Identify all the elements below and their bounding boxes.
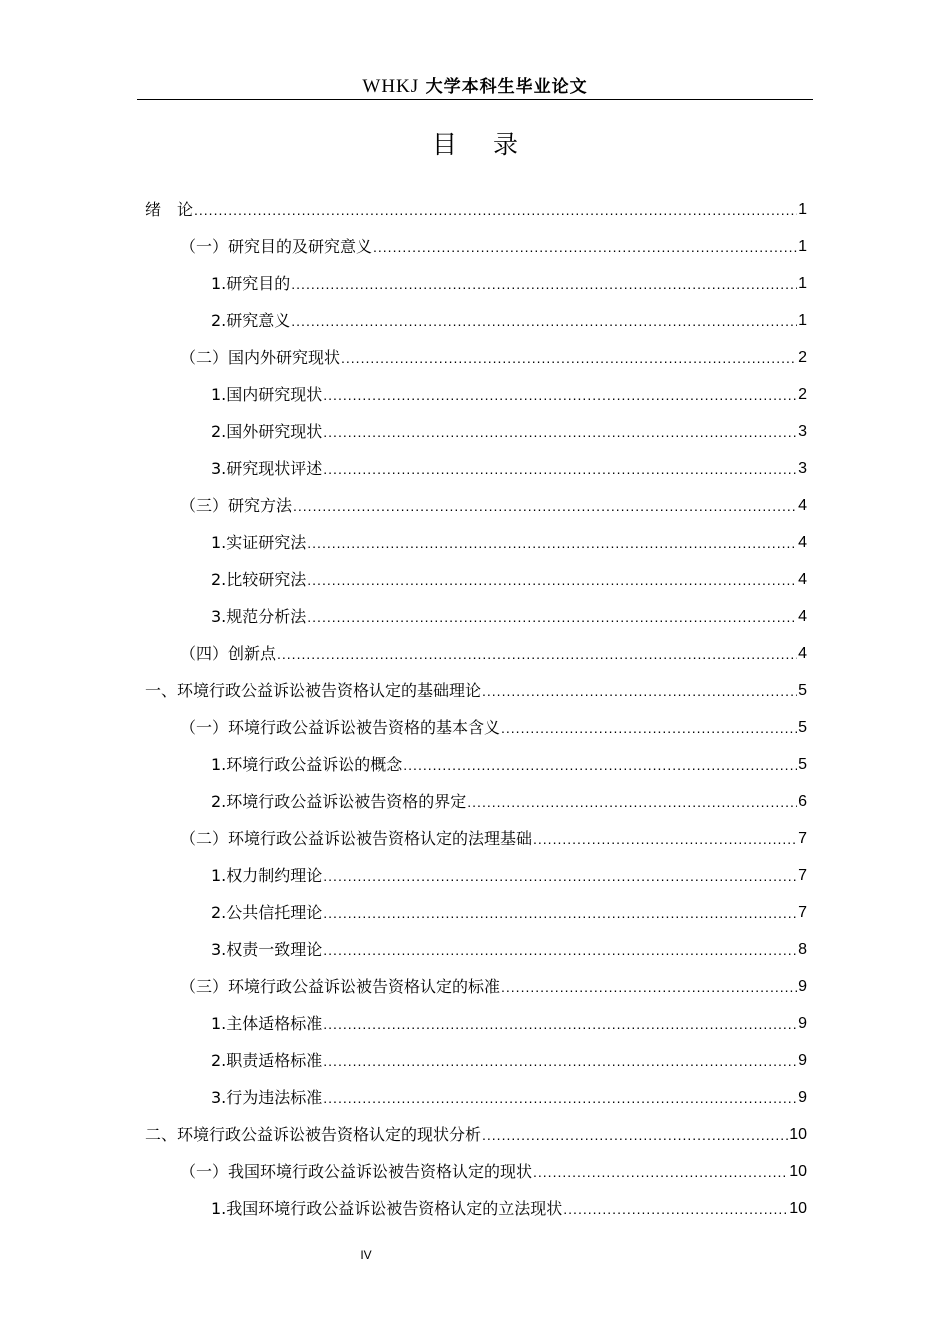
toc-entry[interactable] — [145, 190, 807, 220]
toc-dot-leader — [403, 755, 797, 775]
toc-entry-label: （一）研究目的及研究意义 — [180, 237, 373, 256]
toc-entry[interactable] — [211, 597, 807, 627]
toc-entry-label: （一）环境行政公益诉讼被告资格的基本含义 — [180, 718, 501, 737]
toc-dot-leader — [323, 1014, 797, 1034]
toc-dot-leader — [482, 681, 797, 701]
toc-entry-label: 1.实证研究法 — [211, 533, 307, 552]
toc-entry[interactable] — [180, 967, 807, 997]
toc-dot-leader — [373, 237, 797, 257]
toc-entry-page: 3 — [798, 460, 807, 477]
toc-entry-label: 1.环境行政公益诉讼的概念 — [211, 755, 403, 774]
toc-dot-leader — [307, 533, 797, 553]
toc-entry-page: 9 — [798, 1089, 807, 1106]
toc-entry-page: 7 — [798, 867, 807, 884]
toc-entry[interactable] — [180, 227, 807, 257]
toc-entry-label: 3.研究现状评述 — [211, 459, 323, 478]
toc-entry-page: 10 — [789, 1163, 807, 1180]
toc-entry[interactable] — [211, 412, 807, 442]
toc-dot-leader — [307, 570, 797, 590]
page-number: IV — [360, 1248, 372, 1262]
toc-entry[interactable] — [211, 375, 807, 405]
toc-entry[interactable] — [180, 708, 807, 738]
toc-entry-label: 2.职责适格标准 — [211, 1051, 323, 1070]
toc-entry[interactable] — [211, 264, 807, 294]
toc-entry[interactable] — [211, 523, 807, 553]
toc-entry[interactable] — [180, 486, 807, 516]
toc-entry[interactable] — [180, 819, 807, 849]
toc-entry-page: 7 — [798, 830, 807, 847]
toc-entry-label: 二、环境行政公益诉讼被告资格认定的现状分析 — [145, 1125, 482, 1144]
toc-entry-label: 2.研究意义 — [211, 311, 291, 330]
toc-entry-page: 5 — [798, 682, 807, 699]
toc-entry-page: 4 — [798, 534, 807, 551]
toc-dot-leader — [482, 1125, 788, 1145]
toc-dot-leader — [501, 718, 797, 738]
toc-dot-leader — [323, 422, 797, 442]
toc-dot-leader — [291, 274, 797, 294]
toc-entry[interactable] — [211, 449, 807, 479]
toc-entry-page: 7 — [798, 904, 807, 921]
toc-entry-page: 5 — [798, 756, 807, 773]
toc-entry[interactable] — [145, 1115, 807, 1145]
toc-entry[interactable] — [211, 893, 807, 923]
toc-dot-leader — [323, 459, 797, 479]
toc-dot-leader — [533, 1162, 788, 1182]
toc-entry-page: 10 — [789, 1126, 807, 1143]
page-title: 目 录 — [432, 130, 532, 159]
toc-entry-page: 3 — [798, 423, 807, 440]
toc-entry[interactable] — [145, 671, 807, 701]
toc-entry-label: （二）国内外研究现状 — [180, 348, 341, 367]
toc-entry-page: 1 — [798, 312, 807, 329]
toc-entry-label: 1.主体适格标准 — [211, 1014, 323, 1033]
toc-entry-page: 9 — [798, 978, 807, 995]
toc-entry[interactable] — [180, 1152, 807, 1182]
header-thesis-label: 大学本科生毕业论文 — [425, 77, 588, 97]
toc-entry[interactable] — [211, 1041, 807, 1071]
toc-dot-leader — [341, 348, 797, 368]
toc-dot-leader — [293, 496, 797, 516]
toc-dot-leader — [307, 607, 797, 627]
toc-entry[interactable] — [211, 930, 807, 960]
toc-entry[interactable] — [180, 338, 807, 368]
toc-entry-label: （四）创新点 — [180, 644, 277, 663]
toc-entry-label: 2.比较研究法 — [211, 570, 307, 589]
toc-entry[interactable] — [211, 856, 807, 886]
toc-entry[interactable] — [211, 560, 807, 590]
toc-entry-page: 1 — [798, 201, 807, 218]
toc-entry-page: 10 — [789, 1200, 807, 1217]
toc-entry-label: （三）研究方法 — [180, 496, 293, 515]
header-school-code: WHKJ — [362, 76, 420, 97]
toc-entry-label: 2.国外研究现状 — [211, 422, 323, 441]
toc-dot-leader — [323, 866, 797, 886]
toc-entry-label: （二）环境行政公益诉讼被告资格认定的法理基础 — [180, 829, 533, 848]
toc-entry-page: 5 — [798, 719, 807, 736]
toc-entry-label: （一）我国环境行政公益诉讼被告资格认定的现状 — [180, 1162, 533, 1181]
toc-entry-label: 2.公共信托理论 — [211, 903, 323, 922]
toc-dot-leader — [563, 1199, 788, 1219]
toc-entry-page: 4 — [798, 608, 807, 625]
toc-entry[interactable] — [211, 745, 807, 775]
toc-entry[interactable] — [211, 1189, 807, 1219]
toc-dot-leader — [501, 977, 797, 997]
toc-entry-page: 9 — [798, 1015, 807, 1032]
toc-entry-label: 1.权力制约理论 — [211, 866, 323, 885]
toc-entry-page: 2 — [798, 349, 807, 366]
toc-entry-label: 3.规范分析法 — [211, 607, 307, 626]
toc-entry-page: 1 — [798, 238, 807, 255]
toc-entry-label: 3.权责一致理论 — [211, 940, 323, 959]
toc-entry[interactable] — [211, 782, 807, 812]
toc-entry-page: 4 — [798, 571, 807, 588]
toc-entry-label: 绪 论 — [145, 200, 194, 219]
toc-dot-leader — [277, 644, 797, 664]
toc-entry-label: 3.行为违法标准 — [211, 1088, 323, 1107]
toc-dot-leader — [467, 792, 797, 812]
toc-entry-page: 6 — [798, 793, 807, 810]
toc-entry-label: （三）环境行政公益诉讼被告资格认定的标准 — [180, 977, 501, 996]
toc-entry-page: 4 — [798, 645, 807, 662]
page-header — [137, 72, 813, 100]
toc-entry-label: 1.我国环境行政公益诉讼被告资格认定的立法现状 — [211, 1199, 563, 1218]
toc-entry-label: 2.环境行政公益诉讼被告资格的界定 — [211, 792, 467, 811]
toc-dot-leader — [323, 385, 797, 405]
toc-dot-leader — [533, 829, 797, 849]
toc-entry-page: 1 — [798, 275, 807, 292]
toc-entry-label: 1.研究目的 — [211, 274, 291, 293]
toc-entry-page: 4 — [798, 497, 807, 514]
toc-entry-page: 2 — [798, 386, 807, 403]
toc-entry[interactable] — [211, 1004, 807, 1034]
toc-dot-leader — [323, 1051, 797, 1071]
toc-entry-label: 一、环境行政公益诉讼被告资格认定的基础理论 — [145, 681, 482, 700]
toc-entry[interactable] — [211, 1078, 807, 1108]
toc-entry-page: 8 — [798, 941, 807, 958]
toc-entry[interactable] — [180, 634, 807, 664]
toc-entry-label: 1.国内研究现状 — [211, 385, 323, 404]
toc-dot-leader — [194, 200, 797, 220]
toc-entry[interactable] — [211, 301, 807, 331]
toc-dot-leader — [323, 903, 797, 923]
toc-entry-page: 9 — [798, 1052, 807, 1069]
toc-dot-leader — [291, 311, 797, 331]
toc-dot-leader — [323, 940, 797, 960]
toc-dot-leader — [323, 1088, 797, 1108]
